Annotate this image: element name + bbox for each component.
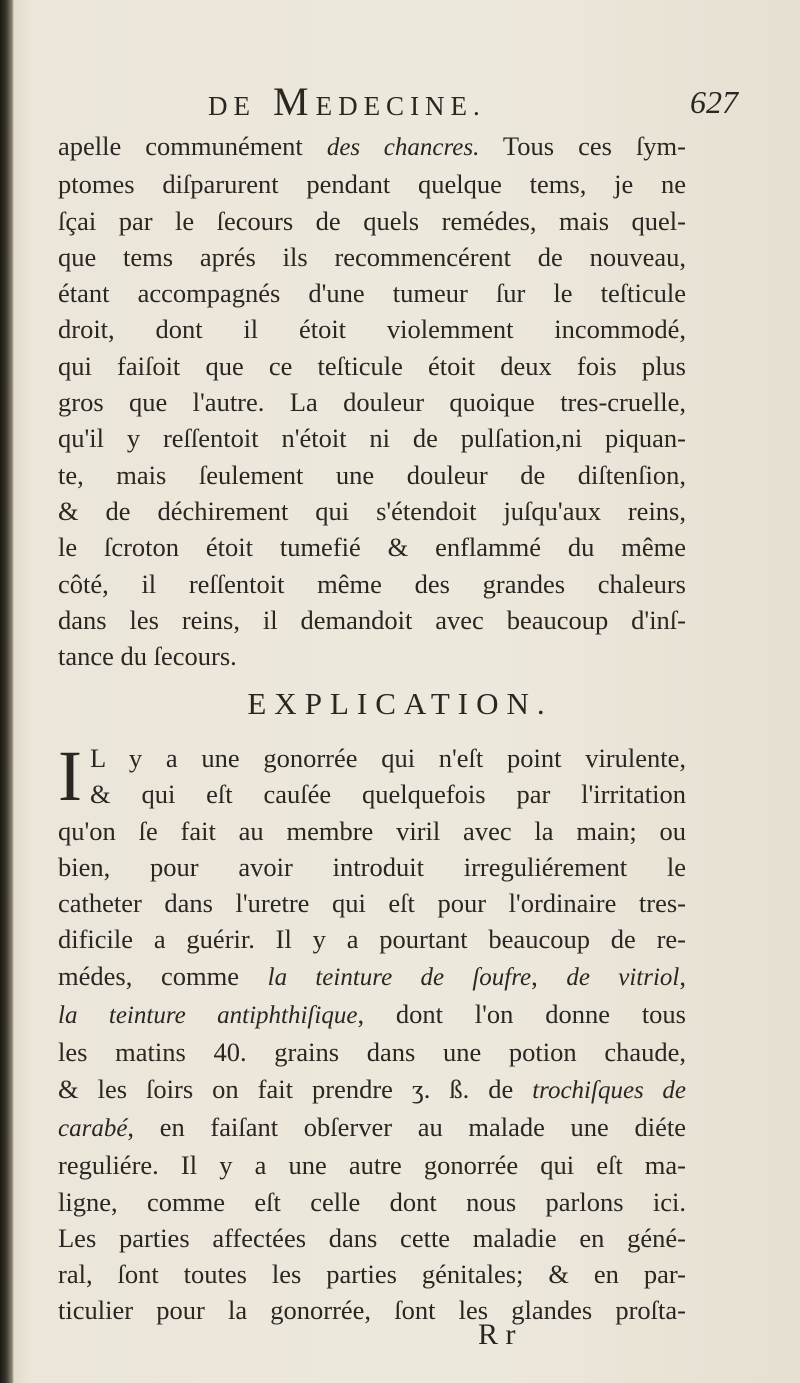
text-segment: , dont l'on donne tous — [357, 999, 686, 1030]
paragraph-explication — [58, 736, 687, 1329]
text-segment: ſçai par le ſecours de quels remédes, mais quel- — [58, 205, 686, 236]
text-line — [58, 1256, 686, 1292]
text-segment: ligne, comme eſt celle dont nous parlons ici. — [58, 1186, 686, 1217]
text-line — [58, 638, 686, 674]
text-line — [58, 996, 686, 1034]
running-head-prefix: DE — [208, 91, 256, 121]
text-line — [58, 1184, 686, 1220]
text-segment: dans les reins, il demandoit avec beaucoup d'inſ- — [58, 604, 686, 635]
text-line — [58, 457, 686, 493]
text-segment: Les parties affectées dans cette maladie en géné- — [58, 1222, 686, 1253]
text-line — [58, 813, 686, 849]
text-line — [58, 566, 686, 602]
text-line — [58, 493, 686, 529]
text-segment: tance du ſecours. — [58, 641, 237, 672]
text-line — [58, 384, 686, 420]
text-segment: ticulier pour la gonorrée, ſont les glandes proſta- — [58, 1295, 686, 1326]
section-title: EXPLICATION. — [247, 686, 553, 721]
drop-cap: I — [58, 736, 82, 816]
paragraph-case-description — [58, 128, 686, 674]
text-line — [58, 885, 686, 921]
text-segment: bien, pour avoir introduit irreguliérement le — [58, 851, 686, 882]
text-segment: reguliére. Il y a une autre gonorrée qui eſt ma- — [58, 1150, 686, 1181]
text-line — [58, 1034, 686, 1070]
text-line — [58, 776, 686, 812]
text-segment: Tous ces ſym- — [479, 131, 686, 161]
text-segment: L y a une gonorrée qui n'eſt point virulente, — [89, 743, 686, 773]
running-head — [208, 78, 486, 125]
text-segment: dificile a guérir. Il y a pourtant beaucoup de re- — [58, 924, 686, 955]
text-segment: te, mais ſeulement une douleur de diſtenſion, — [58, 459, 686, 490]
text-line — [58, 1147, 686, 1183]
text-line — [58, 203, 686, 239]
text-line — [58, 420, 686, 456]
text-line — [58, 311, 686, 347]
italic-term: des chancres. — [326, 134, 480, 161]
text-segment: que tems aprés ils recommencérent de nouveau, — [58, 241, 686, 272]
text-segment: , en faiſant obſerver au malade une diéte — [127, 1111, 686, 1142]
text-segment: & qui eſt cauſée quelquefois par l'irritation — [89, 779, 686, 810]
text-line — [58, 166, 686, 202]
text-line — [58, 740, 686, 776]
text-segment: ral, ſont toutes les parties génitales; & en par- — [58, 1259, 686, 1290]
text-segment: gros que l'autre. La douleur quoique tres-cruelle, — [58, 387, 686, 418]
text-segment: qu'on ſe fait au membre viril avec la main; ou — [58, 815, 686, 846]
text-line — [58, 1220, 686, 1256]
text-line — [58, 275, 686, 311]
italic-term: la teinture de ſoufre — [267, 963, 532, 991]
text-segment: droit, dont il étoit violemment incommodé, — [58, 314, 686, 345]
italic-term: carabé — [58, 1114, 128, 1142]
text-segment: apelle communément — [58, 131, 327, 161]
text-segment: le ſcroton étoit tumefié & enflammé du même — [58, 532, 686, 563]
text-segment: & les ſoirs on fait prendre ʒ. ß. de — [58, 1073, 533, 1104]
text-segment: qu'il y reſſentoit n'étoit ni de pulſation,ni piquan- — [58, 423, 686, 454]
page-header — [58, 78, 738, 128]
running-head-cap: M — [273, 79, 316, 124]
text-line — [58, 958, 686, 996]
italic-term: de vitriol — [566, 963, 680, 991]
text-line — [58, 1292, 686, 1328]
text-line — [58, 239, 686, 275]
text-segment: ptomes diſparurent pendant quelque tems, je ne — [58, 169, 686, 200]
text-segment: , — [679, 960, 686, 991]
text-segment: médes, comme — [58, 960, 268, 991]
text-segment: étant accompagnés d'une tumeur ſur le teſticule — [58, 278, 686, 309]
text-segment: les matins 40. grains dans une potion chaude, — [58, 1037, 686, 1068]
text-segment: qui faiſoit que ce teſticule étoit deux fois plus — [58, 350, 686, 381]
text-line — [58, 128, 686, 166]
page-number: 627 — [690, 84, 738, 120]
running-head-rest: EDECINE. — [315, 91, 486, 121]
text-segment: & de déchirement qui s'étendoit juſqu'aux reins, — [58, 495, 686, 526]
text-line — [58, 348, 686, 384]
text-line — [58, 1109, 686, 1147]
text-line — [58, 921, 686, 957]
text-line — [58, 849, 686, 885]
italic-term: la teinture antiphthiſique — [58, 1002, 358, 1030]
italic-term: trochiſques de — [532, 1076, 687, 1104]
catchword: R r — [478, 1318, 516, 1351]
text-segment: , — [531, 960, 567, 991]
text-line — [58, 1071, 686, 1109]
text-line — [58, 602, 686, 638]
text-segment: catheter dans l'uretre qui eſt pour l'ordinaire tres- — [58, 888, 686, 919]
text-segment: côté, il reſſentoit même des grandes chaleurs — [58, 568, 686, 599]
text-line — [58, 529, 686, 565]
